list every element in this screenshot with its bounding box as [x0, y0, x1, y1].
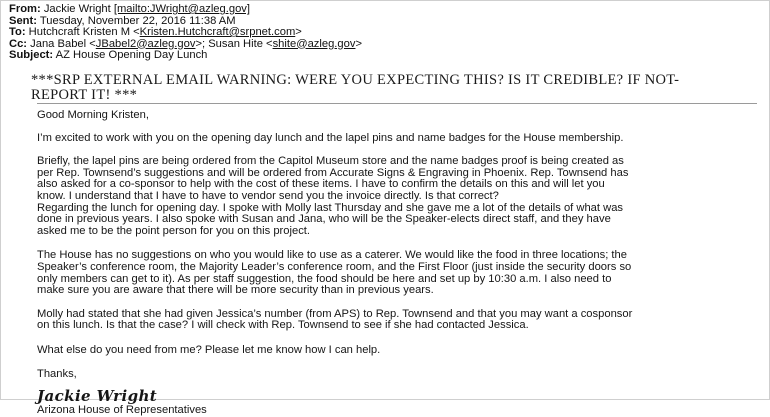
- paragraph-closing-question: What else do you need from me? Please let me know how I can help.: [37, 343, 381, 356]
- paragraph-line: per Rep. Townsend’s suggestions and will be ordered from Accurate Signs & Engraving in Phoenix. Rep. Townsend has: [37, 166, 629, 179]
- paragraph-line: know. I understand that I have to have to vendor send you the invoice directly. Is that correct?: [37, 189, 499, 202]
- paragraph-line: on this lunch. Is that the case? I will check with Rep. Townsend to see if she had contacted Jessica.: [37, 319, 529, 332]
- email-header: [9, 4, 529, 62]
- cc-separator: >; Susan Hite <: [195, 37, 273, 50]
- paragraph-intro: I’m excited to work with you on the opening day lunch and the lapel pins and name badges for the House membership.: [37, 131, 624, 144]
- cc-label: Cc:: [9, 37, 28, 50]
- paragraph-line: asked me to be the point person for you on this project.: [37, 224, 311, 237]
- paragraph-line: The House has no suggestions on who you would like to use as a caterer. We would like the food in three locations; the: [37, 249, 627, 262]
- sent-label: Sent:: [9, 14, 37, 27]
- greeting: Good Morning Kristen,: [37, 109, 149, 121]
- paragraph-line: done in previous years. I also spoke with Susan and Jana, who will be the Speaker-elects direct staff, and they have: [37, 213, 611, 226]
- subject-value: AZ House Opening Day Lunch: [55, 49, 208, 61]
- paragraph-line: only members can get to it). As per staff suggestion, the food should be here and set up by 10:30 a.m. I also need to: [37, 272, 612, 285]
- paragraph-line: Regarding the lunch for opening day. I spoke with Molly last Thursday and she gave me a lot of the details of what was: [37, 201, 624, 214]
- divider: [37, 103, 757, 104]
- paragraph-line: Molly had stated that she had given Jessica’s number (from APS) to Rep. Townsend and that you may want a cosponsor: [37, 307, 633, 320]
- paragraph-lapel-pins: [37, 156, 757, 202]
- cc-name-1: Jana Babel <: [30, 37, 96, 50]
- from-label: From:: [9, 3, 41, 15]
- to-close: >: [295, 26, 302, 38]
- paragraph-caterer: [37, 250, 757, 296]
- to-email-link[interactable]: Kristen.Hutchcraft@srpnet.com: [139, 26, 296, 38]
- from-value: Jackie Wright: [43, 3, 114, 15]
- warning-line-1: ***SRP EXTERNAL EMAIL WARNING: WERE YOU EXPECTING THIS? IS IT CREDIBLE? IF NOT-: [31, 72, 680, 88]
- sent-value: Tuesday, November 22, 2016 11:38 AM: [39, 14, 236, 27]
- external-email-warning: [31, 73, 731, 103]
- subject-label: Subject:: [9, 49, 54, 61]
- sign-off: Thanks,: [37, 367, 77, 380]
- from-mailto-link[interactable]: [mailto:JWright@azleg.gov]: [113, 3, 251, 15]
- paragraph-line: Speaker’s conference room, the Majority Leader’s conference room, and the First Floor (just inside the security doors so: [37, 260, 632, 273]
- subject-row: [9, 50, 529, 62]
- cc-close: >: [355, 37, 363, 50]
- email-body: [37, 110, 757, 417]
- cc-email-link-2[interactable]: shite@azleg.gov: [272, 37, 356, 50]
- paragraph-line: also asked for a co-sponsor to help with the cost of these items. I have to confirm the details on this and will let you: [37, 178, 605, 191]
- to-label: To:: [9, 26, 26, 38]
- to-name: Hutchcraft Kristen M <: [28, 26, 140, 38]
- paragraph-lunch: [37, 203, 757, 238]
- cc-email-link-1[interactable]: JBabel2@azleg.gov: [95, 37, 196, 50]
- signature: Jackie Wright: [37, 387, 158, 406]
- paragraph-line: Briefly, the lapel pins are being ordered from the Capitol Museum store and the name badges proof is being created as: [37, 155, 624, 168]
- warning-line-2: REPORT IT! ***: [31, 87, 138, 103]
- paragraph-cosponsor: [37, 309, 757, 332]
- organization: Arizona House of Representatives: [37, 404, 207, 417]
- paragraph-line: make sure you are aware that there will be more security than in previous years.: [37, 284, 434, 297]
